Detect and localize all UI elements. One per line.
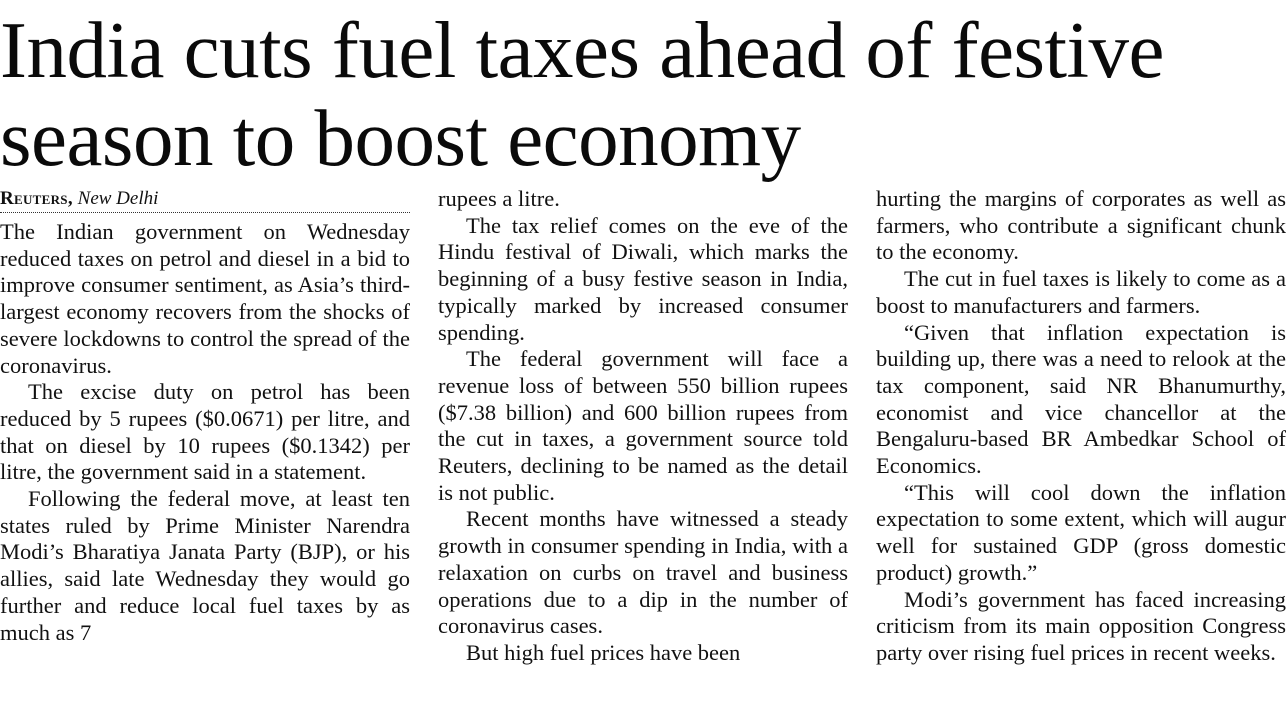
article-paragraph: Modi’s government has faced increasing criticism from its main opposition Congress party over rising fuel prices in recent weeks. — [876, 586, 1286, 665]
article-paragraph: hurting the margins of corporates as well as farmers, who contribute a significant chunk to the economy. — [876, 186, 1286, 265]
article-paragraph: rupees a litre. — [438, 186, 560, 211]
byline-dateline: New Delhi — [77, 188, 159, 209]
article-paragraph: The tax relief comes on the eve of the Hindu festival of Diwali, which marks the beginning of a busy festive season in India, typically marked by increased consumer spending. — [438, 212, 848, 345]
article-column-2 — [438, 186, 848, 724]
article-paragraph: The federal government will face a revenue loss of between 550 billion rupees ($7.38 billion) and 600 billion rupees from the cut in taxes, a government source told Reuters, declining to be named as the detail is not public. — [438, 346, 848, 505]
article-paragraph: The Indian government on Wednesday reduced taxes on petrol and diesel in a bid to improve consumer sentiment, as Asia’s third-largest economy recovers from the shocks of severe lockdowns to control the spread of the coronavirus. — [0, 219, 410, 378]
byline-agency: Reuters, — [0, 188, 73, 209]
article-column-1 — [0, 186, 410, 724]
article-paragraph: “This will cool down the inflation expectation to some extent, which will augur well for sustained GDP (gross domestic product) growth.” — [876, 479, 1286, 585]
article-paragraph: But high fuel prices have been — [466, 639, 741, 665]
headline: India cuts fuel taxes ahead of festive season to boost economy — [0, 5, 1165, 183]
article-paragraph: “Given that inflation expectation is building up, there was a need to relook at the tax component, said NR Bhanumurthy, economist and vice chancellor at the Bengaluru-based BR Ambedkar School of Economics. — [876, 319, 1286, 479]
article-paragraph: Following the federal move, at least ten states ruled by Prime Minister Narendra Modi’s Bharatiya Janata Party (BJP), or his allies, said late Wednesday they would go further and reduce local fuel taxes by as much as 7 — [0, 486, 410, 645]
byline — [0, 186, 410, 213]
article-paragraph: The excise duty on petrol has been reduced by 5 rupees ($0.0671) per litre, and that on diesel by 10 rupees ($0.1342) per litre, the government said in a statement. — [0, 379, 410, 485]
article-paragraph: Recent months have witnessed a steady growth in consumer spending in India, with a relaxation on curbs on travel and business operations due to a dip in the number of coronavirus cases. — [438, 506, 848, 639]
article-paragraph: The cut in fuel taxes is likely to come as a boost to manufacturers and farmers. — [876, 266, 1286, 318]
article-column-3 — [876, 186, 1286, 724]
